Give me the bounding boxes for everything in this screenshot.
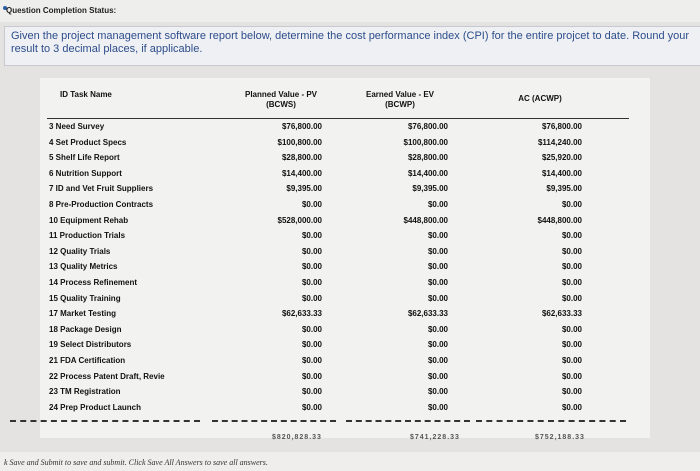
cell-ac: $0.00	[561, 387, 582, 397]
cell-ev: $100,800.00	[403, 137, 448, 147]
cell-ac: $14,400.00	[541, 168, 582, 178]
cell-pv: $28,800.00	[281, 153, 322, 163]
status-label: Question Completion Status:	[6, 6, 117, 15]
task-name: 11 Production Trials	[49, 231, 126, 241]
footer-instructions: k Save and Submit to save and submit. Click Save All Answers to save all answers.	[4, 458, 268, 467]
task-name: 22 Process Patent Draft, Revie	[49, 371, 165, 381]
cell-ac: $0.00	[561, 262, 582, 272]
task-name: 14 Process Refinement	[49, 278, 138, 287]
total-ev: $741,228.33	[410, 434, 460, 441]
cell-pv: $9,395.00	[286, 184, 322, 194]
report-image	[40, 78, 650, 438]
header-ac: AC (ACWP)	[518, 94, 562, 103]
cell-pv: $0.00	[301, 371, 322, 381]
header-ev: Earned Value - EV (BCWP)	[365, 90, 435, 109]
cell-pv: $0.00	[301, 402, 322, 412]
cell-ev: $14,400.00	[407, 168, 448, 178]
status-bar	[0, 0, 700, 22]
cell-pv: $0.00	[301, 387, 322, 397]
cell-ev: $0.00	[427, 324, 448, 334]
cell-pv: $76,800.00	[281, 122, 322, 131]
cell-ac: $76,800.00	[541, 122, 582, 131]
cell-ac: $114,240.00	[537, 137, 582, 147]
cell-ac: $9,395.00	[546, 184, 582, 194]
cell-ev: $0.00	[427, 293, 448, 303]
cell-ev: $0.00	[427, 278, 448, 287]
task-name: 15 Quality Training	[49, 293, 121, 303]
cell-ac: $0.00	[561, 371, 582, 381]
task-name: 8 Pre-Production Contracts	[49, 200, 154, 209]
task-name: 12 Quality Trials	[49, 246, 111, 256]
cell-pv: $0.00	[301, 293, 322, 303]
cell-pv: $0.00	[301, 262, 322, 272]
cell-ev: $76,800.00	[407, 122, 448, 131]
task-name: 23 TM Registration	[49, 387, 121, 397]
cell-ev: $448,800.00	[403, 215, 448, 225]
question-text: Given the project management software report below, determine the cost performance index (CPI) for the entire projcet to date. Round your result to 3 decimal places, if applicable.	[11, 30, 690, 55]
total-ac: $752,188.33	[535, 434, 585, 441]
cell-ac: $0.00	[561, 324, 582, 334]
cell-ev: $0.00	[427, 246, 448, 256]
task-name: 4 Set Product Specs	[49, 137, 127, 147]
cell-pv: $0.00	[301, 324, 322, 334]
task-name: 5 Shelf Life Report	[49, 153, 120, 163]
cell-ac: $448,800.00	[537, 215, 582, 225]
cell-ac: $0.00	[561, 231, 582, 241]
task-name: 13 Quality Metrics	[49, 262, 118, 272]
task-name: 21 FDA Certification	[49, 356, 126, 365]
task-name: 19 Select Distributors	[49, 340, 132, 350]
cell-ac: $0.00	[561, 356, 582, 365]
dash-rule-ac	[476, 420, 626, 424]
cell-pv: $14,400.00	[281, 168, 322, 178]
cell-pv: $0.00	[301, 278, 322, 287]
task-name: 10 Equipment Rehab	[49, 215, 129, 225]
cell-ev: $62,633.33	[407, 309, 448, 319]
cell-pv: $0.00	[301, 340, 322, 350]
cell-ac: $0.00	[561, 200, 582, 209]
cell-ac: $0.00	[561, 402, 582, 412]
cell-ev: $0.00	[427, 371, 448, 381]
total-pv: $820,828.33	[272, 434, 322, 441]
cell-ac: $0.00	[561, 278, 582, 287]
cell-pv: $100,800.00	[277, 137, 322, 147]
cell-ev: $28,800.00	[407, 153, 448, 163]
cell-ac: $25,920.00	[541, 153, 582, 163]
cell-ev: $0.00	[427, 340, 448, 350]
task-name: 7 ID and Vet Fruit Suppliers	[49, 184, 154, 194]
cell-ev: $0.00	[427, 262, 448, 272]
dash-rule-pv	[212, 420, 336, 424]
task-name: 18 Package Design	[49, 324, 122, 334]
cell-ev: $0.00	[427, 231, 448, 241]
cell-pv: $0.00	[301, 231, 322, 241]
dash-rule-ev	[346, 420, 470, 424]
header-task: ID Task Name	[60, 90, 112, 99]
task-name: 17 Market Testing	[49, 309, 116, 319]
cell-pv: $0.00	[301, 356, 322, 365]
header-divider	[47, 118, 629, 119]
cell-ev: $0.00	[427, 356, 448, 365]
cell-pv: $62,633.33	[281, 309, 322, 319]
cell-ev: $9,395.00	[412, 184, 448, 194]
dash-rule-task	[10, 420, 200, 424]
cell-ac: $0.00	[561, 246, 582, 256]
cell-pv: $0.00	[301, 200, 322, 209]
cell-pv: $0.00	[301, 246, 322, 256]
cell-ac: $0.00	[561, 340, 582, 350]
task-name: 24 Prep Product Launch	[49, 402, 142, 412]
cell-pv: $528,000.00	[277, 215, 322, 225]
header-pv: Planned Value - PV (BCWS)	[244, 90, 318, 109]
cell-ev: $0.00	[427, 402, 448, 412]
task-name: 3 Need Survey	[49, 122, 105, 131]
task-name: 6 Nutrition Support	[49, 168, 122, 178]
cell-ac: $0.00	[561, 293, 582, 303]
cell-ev: $0.00	[427, 200, 448, 209]
cell-ev: $0.00	[427, 387, 448, 397]
cell-ac: $62,633.33	[541, 309, 582, 319]
